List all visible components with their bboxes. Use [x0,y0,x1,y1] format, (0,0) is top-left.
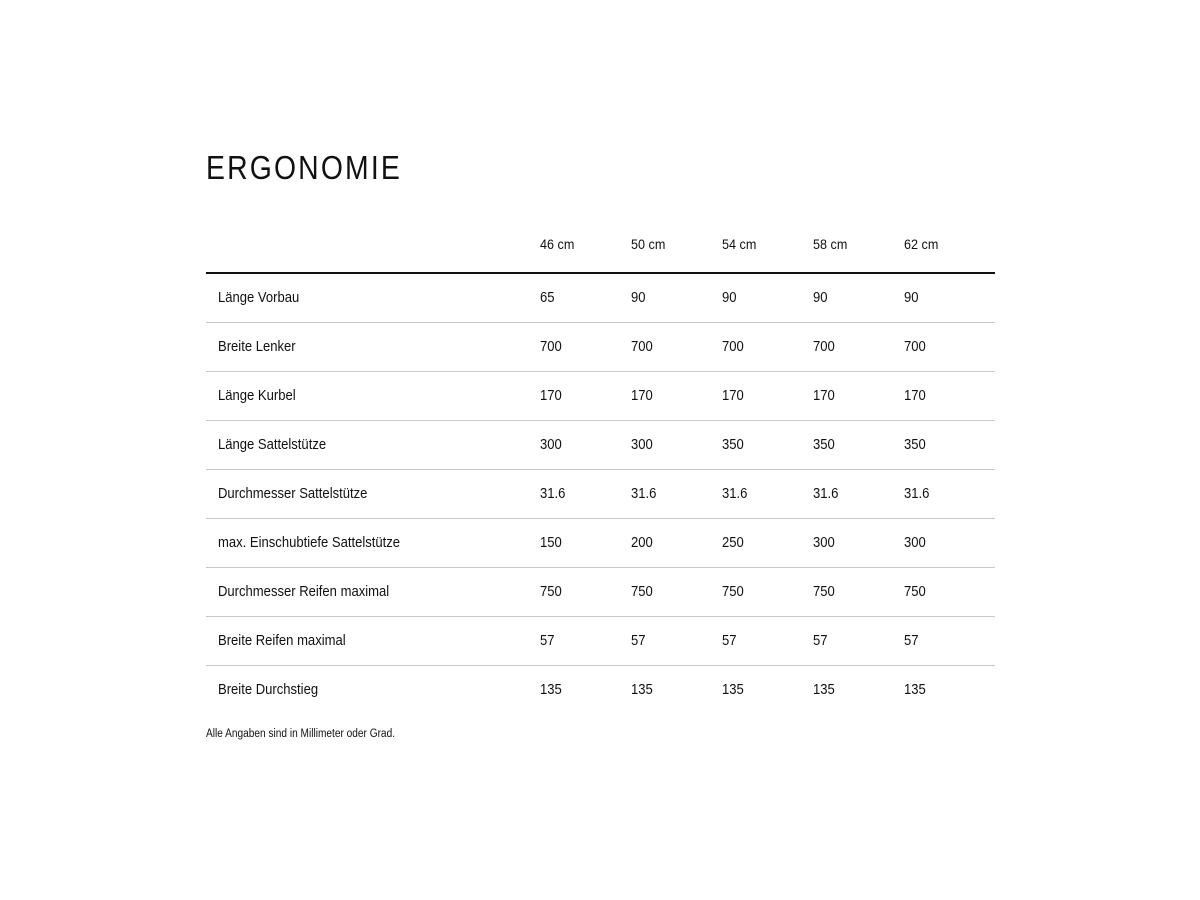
table-cell: 57 [904,617,995,666]
table-cell: 31.6 [631,470,722,519]
table-cell: 57 [813,617,904,666]
column-header: 54 cm [722,224,813,273]
table-cell: 750 [813,568,904,617]
table-cell: 350 [722,421,813,470]
table-cell: 135 [904,682,926,698]
table-cell: 170 [904,372,995,421]
row-label: Durchmesser Sattelstütze [206,470,540,519]
table-cell: 300 [904,519,995,568]
table-cell: 57 [722,617,813,666]
table-cell: 700 [904,323,995,372]
row-label: Breite Lenker [206,323,540,372]
column-header: 58 cm [813,224,904,273]
table-cell: 135 [813,682,835,698]
table-cell: 750 [722,568,813,617]
table-cell: 57 [540,617,631,666]
table-cell: 750 [631,568,722,617]
table-cell: 300 [540,421,631,470]
row-label: Durchmesser Reifen maximal [206,568,540,617]
table-cell: 170 [722,372,813,421]
table-cell: 170 [540,372,631,421]
ergonomics-section [206,148,982,740]
table-row [206,273,995,323]
table-cell: 31.6 [722,470,813,519]
table-row [206,470,995,519]
table-cell: 200 [631,519,722,568]
table-cell: 700 [631,323,722,372]
table-cell: 65 [540,273,631,323]
table-cell: 750 [540,568,631,617]
table-body [206,273,995,714]
table-cell: 31.6 [813,470,904,519]
table-cell: 250 [722,519,813,568]
ergonomics-table [206,224,995,714]
table-row [206,617,995,666]
table-row [206,372,995,421]
row-label: Länge Vorbau [206,273,540,323]
table-row [206,421,995,470]
table-cell: 135 [631,682,653,698]
table-cell: 300 [813,519,904,568]
row-label: Breite Durchstieg [218,682,319,698]
table-cell: 170 [631,372,722,421]
column-header: 46 cm [540,224,631,273]
table-cell: 90 [631,273,722,323]
table-cell: 700 [813,323,904,372]
table-cell: 350 [813,421,904,470]
row-label: max. Einschubtiefe Sattelstütze [206,519,540,568]
table-cell: 150 [540,519,631,568]
row-label: Breite Reifen maximal [206,617,540,666]
table-row [206,323,995,372]
table-cell: 31.6 [904,470,995,519]
table-cell: 135 [540,682,562,698]
column-header: 62 cm [904,224,995,273]
table-cell: 90 [904,273,995,323]
table-cell: 300 [631,421,722,470]
table-cell: 700 [540,323,631,372]
table-cell: 170 [813,372,904,421]
row-label: Länge Sattelstütze [206,421,540,470]
table-cell: 135 [722,682,744,698]
footnote: Alle Angaben sind in Millimeter oder Grad. [206,728,396,740]
table-cell: 31.6 [540,470,631,519]
table-cell: 350 [904,421,995,470]
table-cell: 750 [904,568,995,617]
table-cell: 90 [813,273,904,323]
table-header-row [206,224,995,273]
table-cell: 57 [631,617,722,666]
table-cell: 90 [722,273,813,323]
section-title: ERGONOMIE [206,149,402,186]
table-row [206,568,995,617]
header-empty-cell [206,224,540,273]
row-label: Länge Kurbel [206,372,540,421]
table-cell: 700 [722,323,813,372]
column-header: 50 cm [631,224,722,273]
table-row [206,666,995,715]
table-row [206,519,995,568]
